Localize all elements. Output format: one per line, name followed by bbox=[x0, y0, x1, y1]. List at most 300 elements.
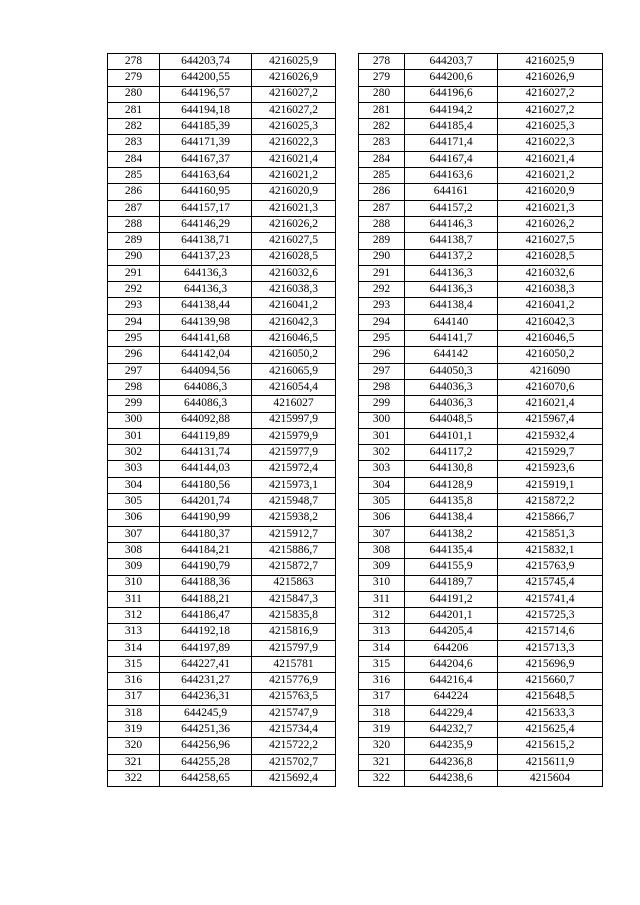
table-row bbox=[108, 70, 336, 86]
x-coordinate-cell: 644235,9 bbox=[405, 738, 498, 754]
point-number-cell: 307 bbox=[359, 526, 405, 542]
point-number-cell: 283 bbox=[108, 135, 160, 151]
table-row bbox=[359, 151, 603, 167]
x-coordinate-cell: 644190,99 bbox=[160, 510, 252, 526]
table-row bbox=[359, 379, 603, 395]
x-coordinate-cell: 644167,4 bbox=[405, 151, 498, 167]
table-row bbox=[108, 396, 336, 412]
table-row bbox=[108, 771, 336, 787]
point-number-cell: 286 bbox=[108, 184, 160, 200]
table-row bbox=[108, 412, 336, 428]
point-number-cell: 283 bbox=[359, 135, 405, 151]
point-number-cell: 300 bbox=[359, 412, 405, 428]
x-coordinate-cell: 644224 bbox=[405, 689, 498, 705]
coordinates-table-right bbox=[358, 53, 603, 787]
table-row bbox=[359, 656, 603, 672]
point-number-cell: 296 bbox=[359, 347, 405, 363]
point-number-cell: 317 bbox=[108, 689, 160, 705]
point-number-cell: 290 bbox=[359, 249, 405, 265]
x-coordinate-cell: 644094,56 bbox=[160, 363, 252, 379]
x-coordinate-cell: 644137,23 bbox=[160, 249, 252, 265]
point-number-cell: 279 bbox=[359, 70, 405, 86]
x-coordinate-cell: 644138,7 bbox=[405, 233, 498, 249]
table-row bbox=[359, 412, 603, 428]
y-coordinate-cell: 4215912,7 bbox=[252, 526, 336, 542]
y-coordinate-cell: 4216021,2 bbox=[498, 168, 603, 184]
table-row bbox=[108, 591, 336, 607]
y-coordinate-cell: 4216090 bbox=[498, 363, 603, 379]
point-number-cell: 317 bbox=[359, 689, 405, 705]
table-row bbox=[359, 640, 603, 656]
x-coordinate-cell: 644180,56 bbox=[160, 477, 252, 493]
x-coordinate-cell: 644138,44 bbox=[160, 298, 252, 314]
table-row bbox=[359, 363, 603, 379]
point-number-cell: 295 bbox=[359, 331, 405, 347]
x-coordinate-cell: 644101,1 bbox=[405, 428, 498, 444]
x-coordinate-cell: 644256,96 bbox=[160, 738, 252, 754]
table-row bbox=[359, 461, 603, 477]
y-coordinate-cell: 4215660,7 bbox=[498, 673, 603, 689]
point-number-cell: 294 bbox=[359, 314, 405, 330]
table-row bbox=[108, 363, 336, 379]
table-row bbox=[108, 379, 336, 395]
x-coordinate-cell: 644136,3 bbox=[160, 282, 252, 298]
table-row bbox=[359, 771, 603, 787]
y-coordinate-cell: 4216021,2 bbox=[252, 168, 336, 184]
table-row bbox=[359, 298, 603, 314]
x-coordinate-cell: 644196,6 bbox=[405, 86, 498, 102]
y-coordinate-cell: 4215722,2 bbox=[252, 738, 336, 754]
coordinates-table-left-body bbox=[108, 54, 336, 787]
table-row bbox=[108, 510, 336, 526]
table-row bbox=[359, 738, 603, 754]
y-coordinate-cell: 4215847,3 bbox=[252, 591, 336, 607]
x-coordinate-cell: 644245,9 bbox=[160, 705, 252, 721]
y-coordinate-cell: 4215781 bbox=[252, 656, 336, 672]
table-row bbox=[359, 184, 603, 200]
table-row bbox=[359, 754, 603, 770]
x-coordinate-cell: 644201,74 bbox=[160, 494, 252, 510]
point-number-cell: 291 bbox=[108, 265, 160, 281]
point-number-cell: 316 bbox=[359, 673, 405, 689]
x-coordinate-cell: 644128,9 bbox=[405, 477, 498, 493]
table-row bbox=[108, 445, 336, 461]
x-coordinate-cell: 644139,98 bbox=[160, 314, 252, 330]
point-number-cell: 287 bbox=[108, 200, 160, 216]
table-row bbox=[108, 738, 336, 754]
x-coordinate-cell: 644142,04 bbox=[160, 347, 252, 363]
table-row bbox=[359, 347, 603, 363]
y-coordinate-cell: 4215725,3 bbox=[498, 608, 603, 624]
y-coordinate-cell: 4216025,9 bbox=[252, 54, 336, 70]
y-coordinate-cell: 4216038,3 bbox=[252, 282, 336, 298]
x-coordinate-cell: 644171,39 bbox=[160, 135, 252, 151]
table-row bbox=[108, 428, 336, 444]
y-coordinate-cell: 4215997,9 bbox=[252, 412, 336, 428]
y-coordinate-cell: 4215713,3 bbox=[498, 640, 603, 656]
table-row bbox=[359, 624, 603, 640]
table-row bbox=[108, 249, 336, 265]
x-coordinate-cell: 644206 bbox=[405, 640, 498, 656]
x-coordinate-cell: 644184,21 bbox=[160, 542, 252, 558]
table-row bbox=[359, 591, 603, 607]
x-coordinate-cell: 644048,5 bbox=[405, 412, 498, 428]
x-coordinate-cell: 644050,3 bbox=[405, 363, 498, 379]
table-row bbox=[359, 575, 603, 591]
x-coordinate-cell: 644186,47 bbox=[160, 608, 252, 624]
x-coordinate-cell: 644136,3 bbox=[405, 265, 498, 281]
x-coordinate-cell: 644144,03 bbox=[160, 461, 252, 477]
table-row bbox=[359, 445, 603, 461]
point-number-cell: 278 bbox=[359, 54, 405, 70]
y-coordinate-cell: 4216027,2 bbox=[252, 102, 336, 118]
table-row bbox=[108, 216, 336, 232]
y-coordinate-cell: 4216042,3 bbox=[498, 314, 603, 330]
x-coordinate-cell: 644138,71 bbox=[160, 233, 252, 249]
table-row bbox=[359, 494, 603, 510]
point-number-cell: 311 bbox=[108, 591, 160, 607]
y-coordinate-cell: 4215763,9 bbox=[498, 559, 603, 575]
point-number-cell: 285 bbox=[108, 168, 160, 184]
point-number-cell: 307 bbox=[108, 526, 160, 542]
y-coordinate-cell: 4216025,3 bbox=[498, 119, 603, 135]
y-coordinate-cell: 4216026,2 bbox=[498, 216, 603, 232]
table-row bbox=[108, 461, 336, 477]
table-row bbox=[108, 135, 336, 151]
point-number-cell: 310 bbox=[108, 575, 160, 591]
x-coordinate-cell: 644203,7 bbox=[405, 54, 498, 70]
y-coordinate-cell: 4215763,5 bbox=[252, 689, 336, 705]
x-coordinate-cell: 644216,4 bbox=[405, 673, 498, 689]
x-coordinate-cell: 644137,2 bbox=[405, 249, 498, 265]
y-coordinate-cell: 4215615,2 bbox=[498, 738, 603, 754]
point-number-cell: 294 bbox=[108, 314, 160, 330]
x-coordinate-cell: 644163,64 bbox=[160, 168, 252, 184]
y-coordinate-cell: 4215872,2 bbox=[498, 494, 603, 510]
table-row bbox=[359, 608, 603, 624]
y-coordinate-cell: 4216028,5 bbox=[252, 249, 336, 265]
y-coordinate-cell: 4215611,9 bbox=[498, 754, 603, 770]
point-number-cell: 288 bbox=[359, 216, 405, 232]
y-coordinate-cell: 4215967,4 bbox=[498, 412, 603, 428]
table-row bbox=[359, 216, 603, 232]
point-number-cell: 282 bbox=[359, 119, 405, 135]
y-coordinate-cell: 4215696,9 bbox=[498, 656, 603, 672]
point-number-cell: 318 bbox=[359, 705, 405, 721]
point-number-cell: 291 bbox=[359, 265, 405, 281]
y-coordinate-cell: 4215692,4 bbox=[252, 771, 336, 787]
x-coordinate-cell: 644185,4 bbox=[405, 119, 498, 135]
x-coordinate-cell: 644146,3 bbox=[405, 216, 498, 232]
y-coordinate-cell: 4216032,6 bbox=[252, 265, 336, 281]
point-number-cell: 314 bbox=[108, 640, 160, 656]
table-row bbox=[359, 722, 603, 738]
y-coordinate-cell: 4215977,9 bbox=[252, 445, 336, 461]
point-number-cell: 308 bbox=[108, 542, 160, 558]
point-number-cell: 320 bbox=[359, 738, 405, 754]
y-coordinate-cell: 4215923,6 bbox=[498, 461, 603, 477]
x-coordinate-cell: 644157,17 bbox=[160, 200, 252, 216]
table-row bbox=[359, 168, 603, 184]
y-coordinate-cell: 4215604 bbox=[498, 771, 603, 787]
x-coordinate-cell: 644227,41 bbox=[160, 656, 252, 672]
y-coordinate-cell: 4216020,9 bbox=[252, 184, 336, 200]
y-coordinate-cell: 4216042,3 bbox=[252, 314, 336, 330]
x-coordinate-cell: 644205,4 bbox=[405, 624, 498, 640]
table-row bbox=[108, 184, 336, 200]
point-number-cell: 316 bbox=[108, 673, 160, 689]
y-coordinate-cell: 4215863 bbox=[252, 575, 336, 591]
x-coordinate-cell: 644167,37 bbox=[160, 151, 252, 167]
y-coordinate-cell: 4216025,9 bbox=[498, 54, 603, 70]
point-number-cell: 300 bbox=[108, 412, 160, 428]
table-row bbox=[359, 282, 603, 298]
point-number-cell: 322 bbox=[359, 771, 405, 787]
x-coordinate-cell: 644231,27 bbox=[160, 673, 252, 689]
point-number-cell: 305 bbox=[108, 494, 160, 510]
y-coordinate-cell: 4215866,7 bbox=[498, 510, 603, 526]
y-coordinate-cell: 4215797,9 bbox=[252, 640, 336, 656]
point-number-cell: 318 bbox=[108, 705, 160, 721]
point-number-cell: 278 bbox=[108, 54, 160, 70]
point-number-cell: 321 bbox=[108, 754, 160, 770]
table-row bbox=[359, 673, 603, 689]
x-coordinate-cell: 644188,21 bbox=[160, 591, 252, 607]
x-coordinate-cell: 644185,39 bbox=[160, 119, 252, 135]
x-coordinate-cell: 644138,4 bbox=[405, 510, 498, 526]
y-coordinate-cell: 4216032,6 bbox=[498, 265, 603, 281]
point-number-cell: 302 bbox=[108, 445, 160, 461]
point-number-cell: 312 bbox=[359, 608, 405, 624]
point-number-cell: 306 bbox=[359, 510, 405, 526]
coordinates-table-left bbox=[107, 53, 336, 787]
point-number-cell: 299 bbox=[359, 396, 405, 412]
table-row bbox=[359, 705, 603, 721]
point-number-cell: 281 bbox=[108, 102, 160, 118]
x-coordinate-cell: 644135,8 bbox=[405, 494, 498, 510]
y-coordinate-cell: 4216026,9 bbox=[498, 70, 603, 86]
x-coordinate-cell: 644136,3 bbox=[405, 282, 498, 298]
point-number-cell: 297 bbox=[108, 363, 160, 379]
x-coordinate-cell: 644036,3 bbox=[405, 379, 498, 395]
y-coordinate-cell: 4216021,3 bbox=[252, 200, 336, 216]
point-number-cell: 303 bbox=[108, 461, 160, 477]
table-row bbox=[108, 656, 336, 672]
y-coordinate-cell: 4216050,2 bbox=[498, 347, 603, 363]
point-number-cell: 309 bbox=[359, 559, 405, 575]
table-row bbox=[359, 428, 603, 444]
table-row bbox=[108, 314, 336, 330]
table-row bbox=[359, 477, 603, 493]
x-coordinate-cell: 644196,57 bbox=[160, 86, 252, 102]
y-coordinate-cell: 4216027,5 bbox=[498, 233, 603, 249]
table-row bbox=[359, 233, 603, 249]
y-coordinate-cell: 4215625,4 bbox=[498, 722, 603, 738]
y-coordinate-cell: 4216022,3 bbox=[498, 135, 603, 151]
y-coordinate-cell: 4215932,4 bbox=[498, 428, 603, 444]
x-coordinate-cell: 644190,79 bbox=[160, 559, 252, 575]
point-number-cell: 296 bbox=[108, 347, 160, 363]
y-coordinate-cell: 4215734,4 bbox=[252, 722, 336, 738]
x-coordinate-cell: 644157,2 bbox=[405, 200, 498, 216]
x-coordinate-cell: 644194,2 bbox=[405, 102, 498, 118]
table-row bbox=[359, 249, 603, 265]
x-coordinate-cell: 644200,55 bbox=[160, 70, 252, 86]
table-row bbox=[359, 119, 603, 135]
point-number-cell: 284 bbox=[359, 151, 405, 167]
table-row bbox=[108, 233, 336, 249]
y-coordinate-cell: 4216022,3 bbox=[252, 135, 336, 151]
x-coordinate-cell: 644163,6 bbox=[405, 168, 498, 184]
point-number-cell: 309 bbox=[108, 559, 160, 575]
x-coordinate-cell: 644138,4 bbox=[405, 298, 498, 314]
table-row bbox=[108, 640, 336, 656]
x-coordinate-cell: 644161 bbox=[405, 184, 498, 200]
point-number-cell: 279 bbox=[108, 70, 160, 86]
y-coordinate-cell: 4215948,7 bbox=[252, 494, 336, 510]
x-coordinate-cell: 644146,29 bbox=[160, 216, 252, 232]
y-coordinate-cell: 4215929,7 bbox=[498, 445, 603, 461]
table-row bbox=[359, 396, 603, 412]
y-coordinate-cell: 4215747,9 bbox=[252, 705, 336, 721]
table-row bbox=[108, 494, 336, 510]
y-coordinate-cell: 4216025,3 bbox=[252, 119, 336, 135]
y-coordinate-cell: 4215741,4 bbox=[498, 591, 603, 607]
x-coordinate-cell: 644117,2 bbox=[405, 445, 498, 461]
y-coordinate-cell: 4215702,7 bbox=[252, 754, 336, 770]
point-number-cell: 298 bbox=[108, 379, 160, 395]
table-row bbox=[359, 559, 603, 575]
y-coordinate-cell: 4216038,3 bbox=[498, 282, 603, 298]
table-row bbox=[359, 510, 603, 526]
x-coordinate-cell: 644086,3 bbox=[160, 379, 252, 395]
point-number-cell: 292 bbox=[108, 282, 160, 298]
point-number-cell: 295 bbox=[108, 331, 160, 347]
y-coordinate-cell: 4216054,4 bbox=[252, 379, 336, 395]
point-number-cell: 285 bbox=[359, 168, 405, 184]
point-number-cell: 287 bbox=[359, 200, 405, 216]
y-coordinate-cell: 4216046,5 bbox=[252, 331, 336, 347]
table-row bbox=[359, 542, 603, 558]
table-row bbox=[359, 135, 603, 151]
y-coordinate-cell: 4216046,5 bbox=[498, 331, 603, 347]
x-coordinate-cell: 644236,8 bbox=[405, 754, 498, 770]
point-number-cell: 303 bbox=[359, 461, 405, 477]
point-number-cell: 313 bbox=[108, 624, 160, 640]
y-coordinate-cell: 4215816,9 bbox=[252, 624, 336, 640]
x-coordinate-cell: 644180,37 bbox=[160, 526, 252, 542]
point-number-cell: 320 bbox=[108, 738, 160, 754]
point-number-cell: 319 bbox=[359, 722, 405, 738]
x-coordinate-cell: 644258,65 bbox=[160, 771, 252, 787]
point-number-cell: 293 bbox=[359, 298, 405, 314]
x-coordinate-cell: 644119,89 bbox=[160, 428, 252, 444]
table-row bbox=[359, 200, 603, 216]
table-row bbox=[359, 54, 603, 70]
x-coordinate-cell: 644189,7 bbox=[405, 575, 498, 591]
table-row bbox=[108, 298, 336, 314]
point-number-cell: 314 bbox=[359, 640, 405, 656]
y-coordinate-cell: 4216027,2 bbox=[498, 102, 603, 118]
point-number-cell: 293 bbox=[108, 298, 160, 314]
table-row bbox=[108, 200, 336, 216]
x-coordinate-cell: 644138,2 bbox=[405, 526, 498, 542]
y-coordinate-cell: 4216021,4 bbox=[498, 151, 603, 167]
coordinates-table-right-body bbox=[359, 54, 603, 787]
point-number-cell: 299 bbox=[108, 396, 160, 412]
table-row bbox=[108, 282, 336, 298]
x-coordinate-cell: 644238,6 bbox=[405, 771, 498, 787]
point-number-cell: 305 bbox=[359, 494, 405, 510]
x-coordinate-cell: 644232,7 bbox=[405, 722, 498, 738]
y-coordinate-cell: 4215972,4 bbox=[252, 461, 336, 477]
table-row bbox=[359, 102, 603, 118]
x-coordinate-cell: 644203,74 bbox=[160, 54, 252, 70]
x-coordinate-cell: 644236,31 bbox=[160, 689, 252, 705]
x-coordinate-cell: 644092,88 bbox=[160, 412, 252, 428]
table-row bbox=[359, 265, 603, 281]
table-row bbox=[108, 86, 336, 102]
y-coordinate-cell: 4215714,6 bbox=[498, 624, 603, 640]
table-row bbox=[359, 331, 603, 347]
x-coordinate-cell: 644194,18 bbox=[160, 102, 252, 118]
table-row bbox=[359, 70, 603, 86]
point-number-cell: 310 bbox=[359, 575, 405, 591]
y-coordinate-cell: 4216021,4 bbox=[498, 396, 603, 412]
y-coordinate-cell: 4216021,3 bbox=[498, 200, 603, 216]
y-coordinate-cell: 4216026,2 bbox=[252, 216, 336, 232]
point-number-cell: 281 bbox=[359, 102, 405, 118]
x-coordinate-cell: 644135,4 bbox=[405, 542, 498, 558]
x-coordinate-cell: 644141,7 bbox=[405, 331, 498, 347]
point-number-cell: 292 bbox=[359, 282, 405, 298]
table-row bbox=[108, 673, 336, 689]
table-row bbox=[108, 347, 336, 363]
x-coordinate-cell: 644255,28 bbox=[160, 754, 252, 770]
table-row bbox=[108, 689, 336, 705]
x-coordinate-cell: 644201,1 bbox=[405, 608, 498, 624]
table-row bbox=[108, 705, 336, 721]
point-number-cell: 315 bbox=[108, 656, 160, 672]
x-coordinate-cell: 644141,68 bbox=[160, 331, 252, 347]
table-row bbox=[108, 265, 336, 281]
table-row bbox=[359, 689, 603, 705]
y-coordinate-cell: 4215745,4 bbox=[498, 575, 603, 591]
y-coordinate-cell: 4215938,2 bbox=[252, 510, 336, 526]
x-coordinate-cell: 644200,6 bbox=[405, 70, 498, 86]
table-row bbox=[108, 151, 336, 167]
x-coordinate-cell: 644251,36 bbox=[160, 722, 252, 738]
point-number-cell: 312 bbox=[108, 608, 160, 624]
point-number-cell: 301 bbox=[108, 428, 160, 444]
y-coordinate-cell: 4216070,6 bbox=[498, 379, 603, 395]
y-coordinate-cell: 4215872,7 bbox=[252, 559, 336, 575]
table-row bbox=[108, 722, 336, 738]
point-number-cell: 306 bbox=[108, 510, 160, 526]
y-coordinate-cell: 4215648,5 bbox=[498, 689, 603, 705]
x-coordinate-cell: 644192,18 bbox=[160, 624, 252, 640]
y-coordinate-cell: 4216027,2 bbox=[498, 86, 603, 102]
point-number-cell: 304 bbox=[108, 477, 160, 493]
x-coordinate-cell: 644229,4 bbox=[405, 705, 498, 721]
y-coordinate-cell: 4215776,9 bbox=[252, 673, 336, 689]
table-row bbox=[359, 86, 603, 102]
table-row bbox=[108, 168, 336, 184]
table-row bbox=[108, 575, 336, 591]
y-coordinate-cell: 4215835,8 bbox=[252, 608, 336, 624]
y-coordinate-cell: 4216026,9 bbox=[252, 70, 336, 86]
point-number-cell: 289 bbox=[359, 233, 405, 249]
